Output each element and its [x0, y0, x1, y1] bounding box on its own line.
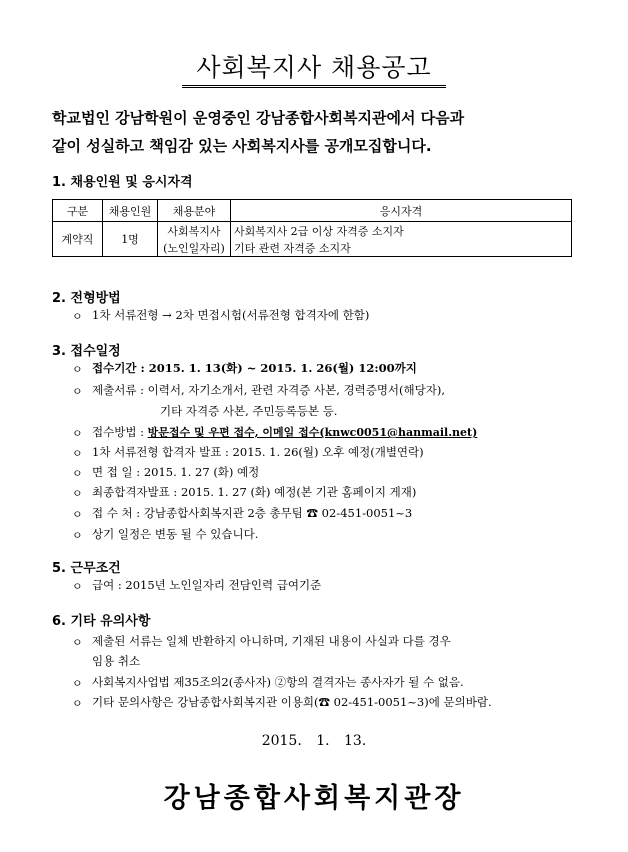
- intro-line-1: 학교법인 강남학원이 운영중인 강남종합사회복지관에서 다음과: [52, 109, 465, 127]
- table-header-row: [53, 200, 572, 222]
- bullet-icon: ㅇ: [72, 580, 83, 593]
- bullet-icon: ㅇ: [72, 385, 83, 398]
- section-3-heading: 3. 접수일정: [52, 344, 121, 359]
- cell-count: 1명: [103, 222, 158, 257]
- final-result: 최종합격자발표 : 2015. 1. 27 (화) 예정(본 기관 홈페이지 게재): [92, 485, 417, 499]
- bullet-icon: ㅇ: [72, 697, 83, 710]
- section-2-heading: 2. 전형방법: [52, 291, 121, 306]
- table-row: [53, 222, 572, 240]
- bullet-icon: ㅇ: [72, 636, 83, 649]
- bullet-icon: ㅇ: [72, 529, 83, 542]
- note-2: 사회복지사업법 제35조의2(종사자) ②항의 결격자는 종사자가 될 수 없음.: [92, 675, 464, 689]
- salary-condition: 급여 : 2015년 노인일자리 전담인력 급여기준: [92, 578, 322, 592]
- selection-method: 1차 서류전형 → 2차 면접시험(서류전형 합격자에 한함): [92, 308, 370, 322]
- application-place: 접 수 처 : 강남종합사회복지관 2층 총무팀 ☎ 02-451-0051~3: [92, 506, 413, 520]
- header-field: 채용분야: [158, 200, 231, 222]
- bullet-icon: ㅇ: [72, 508, 83, 521]
- note-3: 기타 문의사항은 강남종합사회복지관 이용희(☎ 02-451-0051~3)에 문의바람.: [92, 695, 492, 709]
- intro-paragraph: [52, 104, 592, 160]
- header-qualification: 응시자격: [231, 200, 572, 222]
- intro-line-2: 같이 성실하고 책임감 있는 사회복지사를 공개모집합니다.: [52, 137, 432, 155]
- bullet-icon: ㅇ: [72, 447, 83, 460]
- documents-line-2: 기타 자격증 사본, 주민등록등본 등.: [160, 404, 338, 418]
- bullet-icon: ㅇ: [72, 427, 83, 440]
- page-title: [0, 48, 628, 88]
- header-count: 채용인원: [103, 200, 158, 222]
- organization-signature: 강남종합사회복지관장: [163, 783, 465, 814]
- page-title-text: 사회복지사 채용공고: [182, 48, 445, 88]
- bullet-icon: ㅇ: [72, 310, 83, 323]
- documents-line-1: 제출서류 : 이력서, 자기소개서, 관련 자격증 사본, 경력증명서(해당자),: [92, 383, 445, 397]
- cell-qual-2: 기타 관련 자격증 소지자: [231, 239, 572, 257]
- section-1-heading: 1. 채용인원 및 응시자격: [52, 175, 193, 190]
- bullet-icon: ㅇ: [72, 467, 83, 480]
- bullet-icon: ㅇ: [72, 487, 83, 500]
- cell-qual-1: 사회복지사 2급 이상 자격증 소지자: [231, 222, 572, 240]
- notice-date: 2015. 1. 13.: [261, 733, 367, 749]
- section-6-heading: 6. 기타 유의사항: [52, 614, 151, 629]
- bullet-icon: ㅇ: [72, 677, 83, 690]
- cell-field-2: (노인일자리): [158, 239, 231, 257]
- application-method: [92, 424, 477, 440]
- section-5-heading: 5. 근무조건: [52, 561, 121, 576]
- cell-field-1: 사회복지사: [158, 222, 231, 240]
- schedule-notice: 상기 일정은 변동 될 수 있습니다.: [92, 527, 259, 541]
- header-type: 구분: [53, 200, 103, 222]
- application-period: 접수기간 : 2015. 1. 13(화) ~ 2015. 1. 26(월) 12:00까지: [92, 361, 417, 375]
- first-result: 1차 서류전형 합격자 발표 : 2015. 1. 26(월) 오후 예정(개별연락): [92, 445, 424, 459]
- recruit-table: [52, 199, 572, 257]
- cell-type: 계약직: [53, 222, 103, 257]
- note-1-line-2: 임용 취소: [92, 654, 141, 668]
- bullet-icon: ㅇ: [72, 363, 83, 376]
- application-method-label: 접수방법 :: [92, 425, 148, 439]
- interview-date: 면 접 일 : 2015. 1. 27 (화) 예정: [92, 465, 260, 479]
- application-method-value: 방문접수 및 우편 접수, 이메일 접수(knwc0051@hanmail.net): [147, 426, 478, 439]
- note-1-line-1: 제출된 서류는 일체 반환하지 아니하며, 기재된 내용이 사실과 다를 경우: [92, 634, 451, 648]
